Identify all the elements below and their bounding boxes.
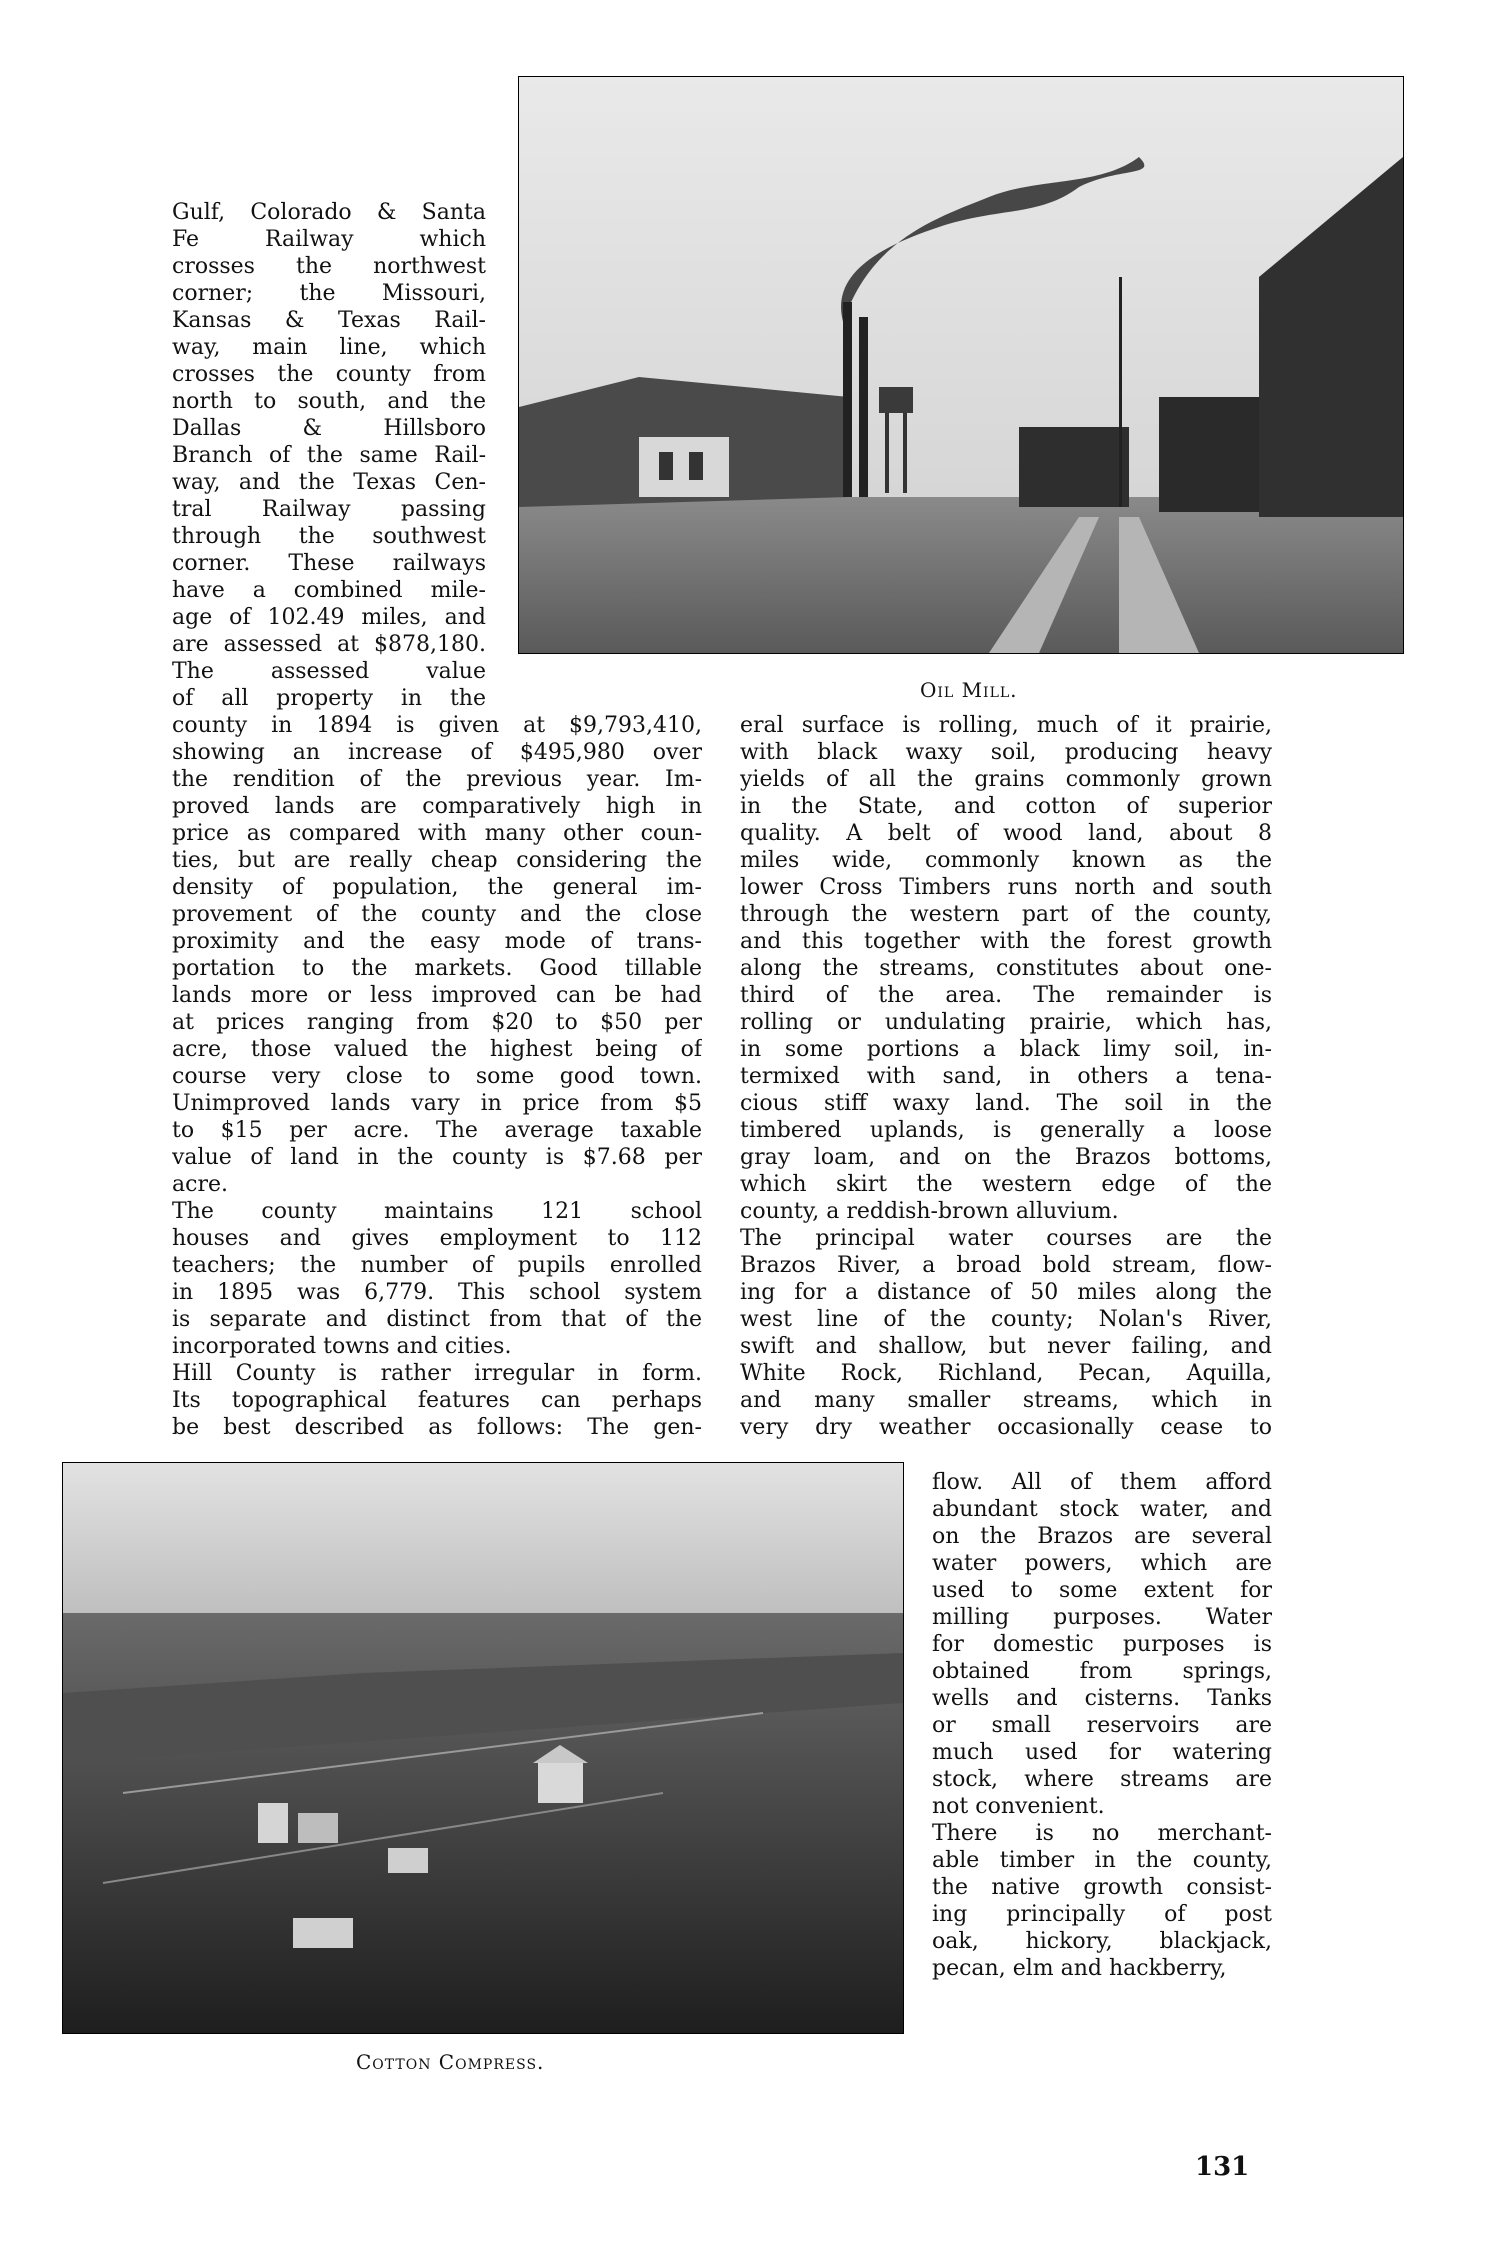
column2-top-text [740, 712, 1272, 1441]
text-line: county, a reddish-brown alluvium. [740, 1199, 1119, 1224]
text-line: of all property in the [172, 686, 486, 711]
text-line: water powers, which are [932, 1551, 1272, 1576]
text-line: Branch of the same Rail- [172, 443, 486, 468]
text-line: ing principally of post [932, 1902, 1272, 1927]
text-line: value of land in the county is $7.68 per [172, 1145, 702, 1170]
text-line: termixed with sand, in others a tena- [740, 1064, 1272, 1089]
text-line: flow. All of them afford [932, 1470, 1272, 1495]
text-line: used to some extent for [932, 1578, 1272, 1603]
text-line: houses and gives employment to 112 [172, 1226, 702, 1251]
text-line: showing an increase of $495,980 over [172, 740, 702, 765]
text-line: age of 102.49 miles, and [172, 605, 486, 630]
text-line: corner; the Missouri, [172, 281, 486, 306]
text-line: and this together with the forest growth [740, 929, 1272, 954]
text-line: Dallas & Hillsboro [172, 416, 486, 441]
text-line: way, main line, which [172, 335, 486, 360]
text-line: gray loam, and on the Brazos bottoms, [740, 1145, 1272, 1170]
text-line: rolling or undulating prairie, which has, [740, 1010, 1272, 1035]
cotton-compress-caption: Cotton Compress. [356, 2050, 545, 2074]
text-line: with black waxy soil, producing heavy [740, 740, 1272, 765]
text-line: There is no merchant- [932, 1821, 1272, 1846]
text-line: which skirt the western edge of the [740, 1172, 1272, 1197]
text-line: The assessed value [172, 659, 486, 684]
text-line: proved lands are comparatively high in [172, 794, 702, 819]
text-line: stock, where streams are [932, 1767, 1272, 1792]
text-line: incorporated towns and cities. [172, 1334, 512, 1359]
text-line: acre, those valued the highest being of [172, 1037, 702, 1062]
text-line: cious stiff waxy land. The soil in the [740, 1091, 1272, 1116]
text-line: pecan, elm and hackberry, [932, 1956, 1227, 1981]
page-number: 131 [1195, 2152, 1250, 2182]
text-line: course very close to some good town. [172, 1064, 702, 1089]
text-line: much used for watering [932, 1740, 1272, 1765]
text-line: through the southwest [172, 524, 486, 549]
text-line: third of the area. The remainder is [740, 983, 1272, 1008]
text-line: on the Brazos are several [932, 1524, 1272, 1549]
text-line: provement of the county and the close [172, 902, 702, 927]
oil-mill-caption: Oil Mill. [920, 678, 1018, 702]
text-line: for domestic purposes is [932, 1632, 1272, 1657]
text-line: eral surface is rolling, much of it prairie, [740, 713, 1272, 738]
text-line: Hill County is rather irregular in form. [172, 1361, 702, 1386]
cotton-compress-photo [62, 1462, 904, 2034]
text-line: to $15 per acre. The average taxable [172, 1118, 702, 1143]
text-line: The county maintains 121 school [172, 1199, 702, 1224]
text-line: tral Railway passing [172, 497, 486, 522]
text-line: White Rock, Richland, Pecan, Aquilla, [740, 1361, 1272, 1386]
text-line: very dry weather occasionally cease to [740, 1415, 1272, 1440]
column1-main-text [172, 712, 702, 1441]
text-line: milling purposes. Water [932, 1605, 1272, 1630]
text-line: Unimproved lands vary in price from $5 [172, 1091, 702, 1116]
oil-mill-photo [518, 76, 1404, 654]
text-line: lower Cross Timbers runs north and south [740, 875, 1272, 900]
text-line: north to south, and the [172, 389, 486, 414]
text-line: not convenient. [932, 1794, 1105, 1819]
text-line: price as compared with many other coun- [172, 821, 702, 846]
text-line: Gulf, Colorado & Santa [172, 200, 486, 225]
text-line: Fe Railway which [172, 227, 486, 252]
text-line: Its topographical features can perhaps [172, 1388, 702, 1413]
text-line: abundant stock water, and [932, 1497, 1272, 1522]
text-line: county in 1894 is given at $9,793,410, [172, 713, 702, 738]
text-line: proximity and the easy mode of trans- [172, 929, 702, 954]
text-line: ties, but are really cheap considering the [172, 848, 702, 873]
text-line: in the State, and cotton of superior [740, 794, 1272, 819]
text-line: have a combined mile- [172, 578, 486, 603]
text-line: or small reservoirs are [932, 1713, 1272, 1738]
text-line: the rendition of the previous year. Im- [172, 767, 702, 792]
text-line: is separate and distinct from that of the [172, 1307, 702, 1332]
text-line: crosses the northwest [172, 254, 486, 279]
text-line: crosses the county from [172, 362, 486, 387]
text-line: teachers; the number of pupils enrolled [172, 1253, 702, 1278]
text-line: wells and cisterns. Tanks [932, 1686, 1272, 1711]
text-line: The principal water courses are the [740, 1226, 1272, 1251]
text-line: west line of the county; Nolan's River, [740, 1307, 1272, 1332]
text-line: are assessed at $878,180. [172, 632, 486, 657]
text-line: Brazos River, a broad bold stream, flow- [740, 1253, 1272, 1278]
text-line: timbered uplands, is generally a loose [740, 1118, 1272, 1143]
text-line: corner. These railways [172, 551, 486, 576]
text-line: lands more or less improved can be had [172, 983, 702, 1008]
text-line: through the western part of the county, [740, 902, 1272, 927]
text-line: be best described as follows: The gen- [172, 1415, 702, 1440]
text-line: swift and shallow, but never failing, and [740, 1334, 1272, 1359]
column2-bottom-text [932, 1469, 1272, 1982]
text-line: quality. A belt of wood land, about 8 [740, 821, 1272, 846]
text-line: along the streams, constitutes about one- [740, 956, 1272, 981]
text-line: portation to the markets. Good tillable [172, 956, 702, 981]
text-line: miles wide, commonly known as the [740, 848, 1272, 873]
text-line: density of population, the general im- [172, 875, 702, 900]
text-line: way, and the Texas Cen- [172, 470, 486, 495]
column1-top-text [172, 199, 486, 712]
text-line: and many smaller streams, which in [740, 1388, 1272, 1413]
text-line: oak, hickory, blackjack, [932, 1929, 1272, 1954]
text-line: ing for a distance of 50 miles along the [740, 1280, 1272, 1305]
text-line: the native growth consist- [932, 1875, 1272, 1900]
text-line: obtained from springs, [932, 1659, 1272, 1684]
text-line: Kansas & Texas Rail- [172, 308, 486, 333]
text-line: in 1895 was 6,779. This school system [172, 1280, 702, 1305]
text-line: yields of all the grains commonly grown [740, 767, 1272, 792]
text-line: able timber in the county, [932, 1848, 1272, 1873]
text-line: in some portions a black limy soil, in- [740, 1037, 1272, 1062]
text-line: at prices ranging from $20 to $50 per [172, 1010, 702, 1035]
text-line: acre. [172, 1172, 228, 1197]
